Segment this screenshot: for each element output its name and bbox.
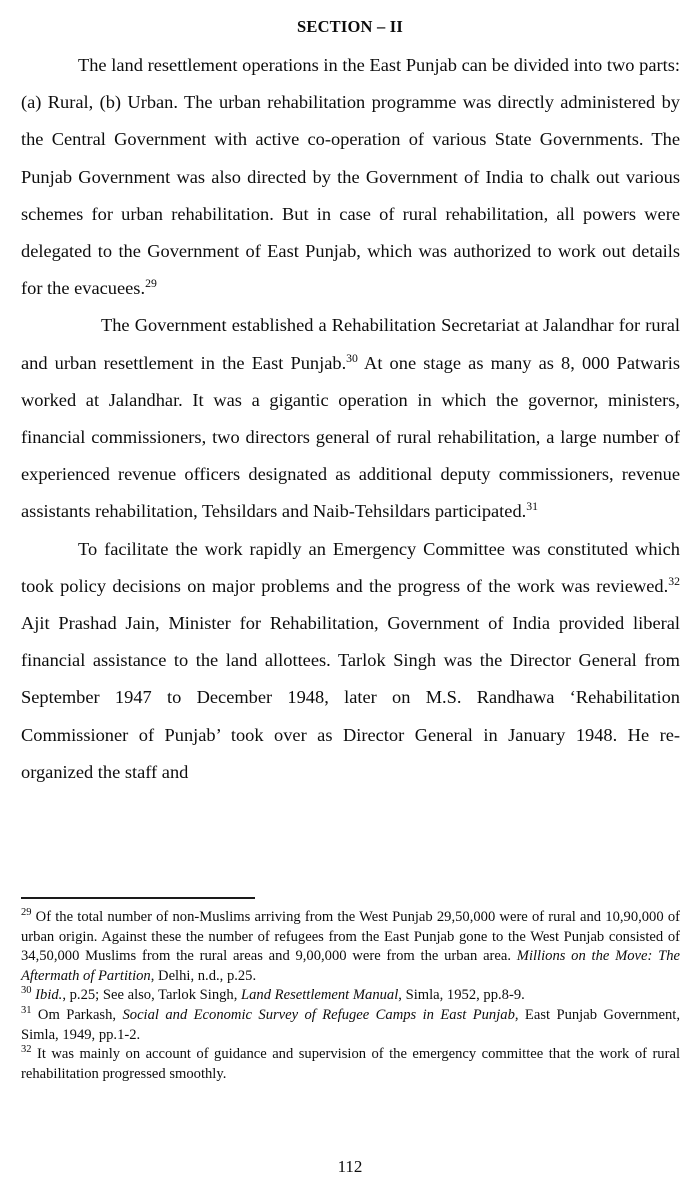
paragraph-2 — [21, 307, 680, 530]
footnotes-block — [21, 908, 680, 1084]
footnote-31 — [21, 1006, 680, 1045]
footnote-29-text-2: , Delhi, n.d., p.25. — [150, 967, 257, 984]
paragraph-2-text-part-1: The Government established a Rehabilitation Secretariat at Jalandhar for rural and urban resettlement in the East Punjab. — [21, 315, 680, 373]
footnote-31-text-2: , East Punjab Government, Simla, 1949, pp.1-2. — [21, 1006, 680, 1043]
footnote-separator-rule — [21, 897, 255, 899]
footnote-31-title: Social and Economic Survey of Refugee Camps in East Punjab — [122, 1006, 515, 1023]
footnote-30 — [21, 986, 680, 1006]
footnote-ref-30[interactable]: 30 — [346, 351, 358, 365]
paragraph-1-text: The land resettlement operations in the East Punjab can be divided into two parts: (a) Rural, (b) Urban. The urban rehabilitation programme was directly administered by the Central Government with active co-operation of various State Governments. The Punjab Government was also directed by the Government of India to chalk out various schemes for urban rehabilitation. But in case of rural rehabilitation, all powers were delegated to the Government of East Punjab, which was authorized to work out details for the evacuees. — [21, 55, 680, 299]
paragraph-3 — [21, 531, 680, 791]
footnote-32-number[interactable]: 32 — [21, 1044, 32, 1056]
footnote-30-text-1: , p.25; See also, Tarlok Singh, — [62, 987, 242, 1004]
footnote-30-title: Land Resettlement Manual — [241, 987, 399, 1004]
footnote-ref-29[interactable]: 29 — [145, 277, 157, 291]
footnote-32-text-1: It was mainly on account of guidance and supervision of the emergency committee that the work of rural rehabilitation progressed smoothly. — [21, 1046, 680, 1082]
footnote-ref-31[interactable]: 31 — [526, 500, 539, 514]
footnote-ref-32[interactable]: 32 — [668, 574, 680, 588]
footnote-29-title: Millions on the Move: The Aftermath of Partition — [21, 948, 681, 984]
footnote-31-number[interactable]: 31 — [21, 1005, 32, 1017]
page-number: 112 — [337, 1157, 363, 1176]
footnote-31-text-1: Om Parkash, — [31, 1006, 123, 1023]
footnote-32 — [21, 1045, 680, 1084]
page-title: SECTION – II — [296, 17, 404, 36]
paragraph-1 — [21, 47, 680, 307]
footnote-29-text-1: Of the total number of non-Muslims arriving from the West Punjab 29,50,000 were of rural and 10,90,000 of urban origin. Against these the number of refugees from the East Punjab gone to the West Punjab consisted of 34,50,000 Muslims from the rural areas and 9,00,000 were from the urban area. — [21, 909, 680, 965]
footnote-30-text-2: , Simla, 1952, pp.8-9. — [398, 987, 525, 1004]
footnote-29-number[interactable]: 29 — [21, 907, 32, 919]
footnote-29 — [21, 908, 680, 986]
paragraph-3-text-part-1: To facilitate the work rapidly an Emergency Committee was constituted which took policy decisions on major problems and the progress of the work was reviewed. — [21, 538, 680, 596]
paragraph-3-text-part-2: Ajit Prashad Jain, Minister for Rehabilitation, Government of India provided liberal financial assistance to the land allottees. Tarlok Singh was the Director General from September 1947 to December 1948, later on M.S. Randhawa ‘Rehabilitation Commissioner of Punjab’ took over as Director General in January 1948. He re-organized the staff and — [21, 613, 680, 782]
footnote-30-number[interactable]: 30 — [21, 985, 32, 997]
footnote-30-ibid: Ibid. — [35, 987, 63, 1004]
body-text-block — [21, 47, 680, 791]
paragraph-2-text-part-2: At one stage as many as 8, 000 Patwaris worked at Jalandhar. It was a gigantic operation in which the governor, ministers, financial commissioners, two directors general of rural rehabilitation, a large number of experienced revenue officers designated as additional deputy commissioners, revenue assistants rehabilitation, Tehsildars and Naib-Tehsildars participated. — [21, 352, 680, 522]
